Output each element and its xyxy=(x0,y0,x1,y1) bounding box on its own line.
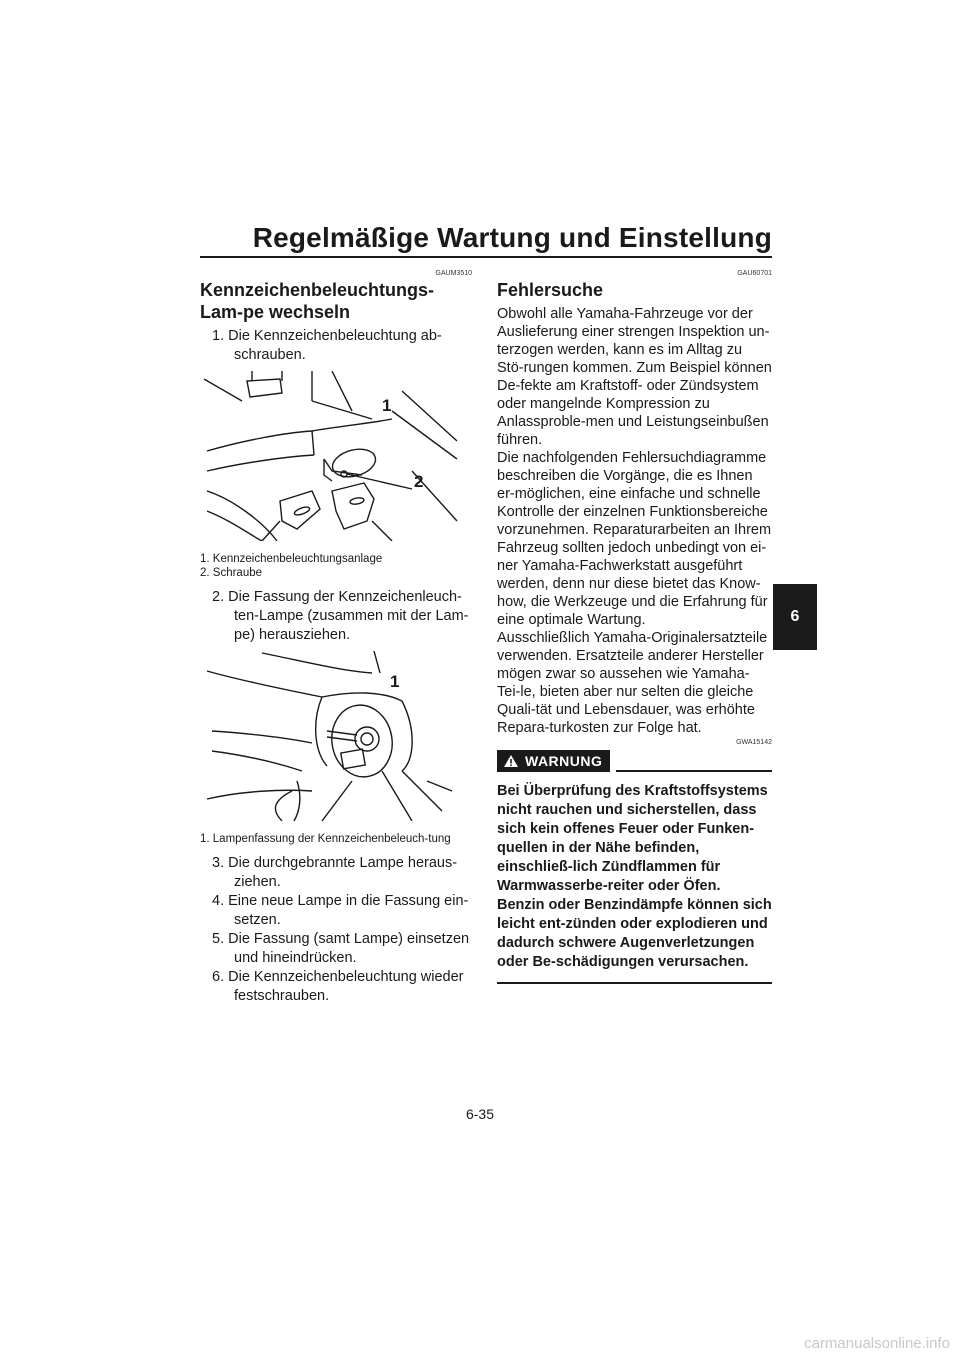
warning-badge xyxy=(497,750,610,772)
step-3: 3. Die durchgebrannte Lampe heraus-ziehen. xyxy=(212,855,458,890)
title-rule xyxy=(200,256,772,258)
figure-lamp-socket xyxy=(202,651,462,826)
step-6: 6. Die Kennzeichenbeleuchtung wieder festschrauben. xyxy=(212,969,464,1004)
caption: 1. Lampenfassung der Kennzeichenbeleuch-tung xyxy=(200,833,451,845)
figure2-captions xyxy=(200,832,472,846)
warning-header xyxy=(497,750,772,772)
figure1-captions xyxy=(200,552,472,580)
paragraph: Die nachfolgenden Fehlersuchdiagramme beschreiben die Vorgänge, die es Ihnen er-möglichen, eine einfache und schnelle Kontrolle der einzelnen Funktionsbereiche vorzunehmen. Reparaturarbeiten an Ihrem Fahrzeug sollten jedoch unbedingt von ei-ner Yamaha-Fachwerkstatt ausgeführt werden, denn nur diese bietet das Know-how, die Werkzeuge und die Erfahrung für eine optimale Wartung. xyxy=(497,450,772,628)
section-code: GAUM3510 xyxy=(435,270,472,277)
warning-rule-bottom xyxy=(497,982,772,984)
page-title: Regelmäßige Wartung und Einstellung xyxy=(252,222,772,253)
section-heading: Kennzeichenbeleuchtungs-Lam-pe wechseln xyxy=(200,280,435,322)
paragraph: Obwohl alle Yamaha-Fahrzeuge vor der Auslieferung einer strengen Inspektion un-terzogen werden, kann es im Alltag zu Stö-rungen kommen. Zum Beispiel können De-fekte am Kraftstoff- oder Zündsystem oder mangelnde Kompression zu Anlassproble-men und Leistungseinbußen führen. xyxy=(497,306,772,448)
caption: 1. Kennzeichenbeleuchtungsanlage xyxy=(200,553,383,565)
step-5: 5. Die Fassung (samt Lampe) einsetzen und hineindrücken. xyxy=(212,931,470,966)
warning-rule-top xyxy=(616,770,772,772)
warning-label: WARNUNG xyxy=(525,753,603,769)
step-2: 2. Die Fassung der Kennzeichenleuch-ten-Lampe (zusammen mit der Lam-pe) herausziehen. xyxy=(212,589,469,643)
warning-icon xyxy=(503,754,519,768)
step-4: 4. Eine neue Lampe in die Fassung ein-setzen. xyxy=(212,893,469,928)
chapter-tab: 6 xyxy=(773,584,817,650)
caption: 2. Schraube xyxy=(200,567,263,579)
callout-2: 2 xyxy=(414,472,424,491)
section-heading: Fehlersuche xyxy=(497,280,604,300)
license-light-illustration xyxy=(202,371,462,541)
warning-code: GWA15142 xyxy=(736,739,772,746)
section-code: GAU60701 xyxy=(737,270,772,277)
lamp-socket-illustration xyxy=(202,651,462,821)
page-number: 6-35 xyxy=(465,1106,495,1122)
right-column xyxy=(497,270,772,984)
warning-text: Bei Überprüfung des Kraftstoffsystems nicht rauchen und sicherstellen, dass sich kein offenes Feuer oder Funken-quellen in der Nähe befinden, einschließ-lich Zündflammen für Warmwasserbe-reiter oder Öfen. Benzin oder Benzindämpfe können sich leicht ent-zünden oder explodieren und dadurch schwere Augenverletzungen oder Be-schädigungen verursachen. xyxy=(497,783,772,970)
callout-1: 1 xyxy=(390,672,400,691)
step-1: 1. Die Kennzeichenbeleuchtung ab-schrauben. xyxy=(212,328,442,363)
watermark: carmanualsonline.info xyxy=(804,1335,950,1352)
steps-list xyxy=(200,854,472,1006)
paragraph: Ausschließlich Yamaha-Originalersatzteile verwenden. Ersatzteile anderer Hersteller mögen zwar so aussehen wie Yamaha-Tei-le, bieten aber nur selten die gleiche Quali-tät und Lebensdauer, was erhöhte Repara-turkosten zur Folge hat. xyxy=(497,630,768,736)
callout-1: 1 xyxy=(382,396,392,415)
left-column xyxy=(200,270,472,1006)
figure-license-light xyxy=(202,371,462,546)
